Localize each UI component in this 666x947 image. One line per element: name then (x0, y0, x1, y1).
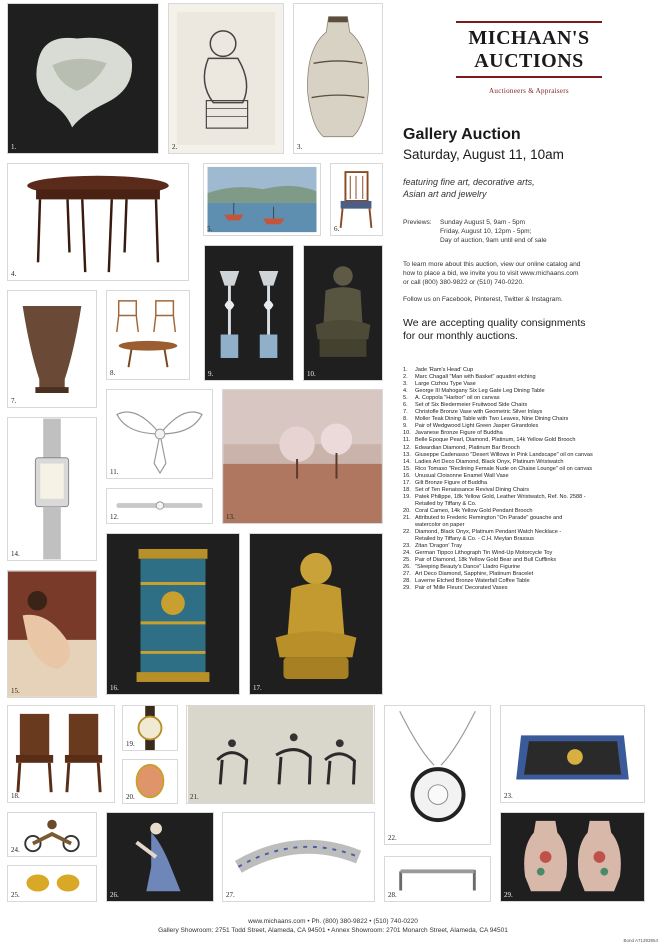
lot-number: 29. (403, 585, 411, 592)
lot-item (403, 564, 658, 571)
lot-photo-label: 13. (226, 513, 235, 521)
lot-item (403, 578, 658, 585)
gate-leg-table-image (8, 164, 188, 280)
lot-photo-4[interactable] (7, 163, 189, 281)
desert-willows-painting-image (223, 390, 382, 523)
lot-photo-label: 17. (253, 684, 262, 692)
lot-item (403, 501, 658, 508)
lot-number: 11. (403, 437, 411, 444)
lot-title: Christofle Bronze Vase with Geometric Silver Inlays (415, 409, 543, 416)
lot-item (403, 494, 658, 501)
lot-title: Zitan 'Dragon' Tray (415, 543, 462, 550)
on-parade-painting-image (187, 706, 374, 803)
lot-title: A. Coppola "Harbor" oil on canvas (415, 395, 500, 402)
lot-number: 28. (403, 578, 411, 585)
learn-more-text (403, 260, 653, 287)
lot-photo-label: 14. (11, 550, 20, 558)
previews-line3: Day of auction, 9am until end of sale (440, 237, 547, 244)
lot-number: 22. (403, 529, 411, 536)
lot-photo-23[interactable] (500, 705, 645, 803)
lot-photo-11[interactable] (106, 389, 213, 479)
lot-item (403, 445, 658, 452)
lot-item (403, 536, 658, 543)
lot-photo-21[interactable] (186, 705, 375, 804)
lot-number: 13. (403, 451, 411, 458)
lot-item (403, 402, 658, 409)
lot-photo-19[interactable] (122, 705, 178, 751)
lot-photo-label: 28. (388, 891, 397, 899)
lot-number: 8. (403, 416, 408, 423)
lot-number: 1. (403, 367, 408, 373)
lot-title: Ladies Art Deco Diamond, Black Onyx, Platinum Wristwatch (415, 458, 564, 465)
bond-number: Bond A71393954 (623, 938, 658, 943)
lot-title: Retailed by Tiffany & Co. - C.H. Meylan Brassus (415, 536, 534, 543)
lot-number: 23. (403, 543, 411, 550)
featuring-line2: Asian art and jewelry (403, 189, 487, 199)
lot-number: 14. (403, 458, 411, 465)
lot-item (403, 515, 658, 522)
lot-photo-15[interactable] (7, 570, 97, 698)
lot-photo-3[interactable] (293, 3, 383, 154)
bronze-vase-image (8, 291, 96, 407)
javanese-buddha-image (304, 246, 382, 380)
previews-line2: Friday, August 10, 12pm - 5pm; (440, 228, 532, 235)
lot-number: 18. (403, 486, 411, 493)
lot-photo-10[interactable] (303, 245, 383, 381)
lot-photo-20[interactable] (122, 759, 178, 804)
lot-number: 19. (403, 493, 411, 500)
lot-title: German Tippco Lithograph Tin Wind-Up Motorcycle Toy (415, 550, 553, 557)
lot-title: Pair of Wedgwood Light Green Jasper Girandoles (415, 423, 539, 430)
waterfall-coffee-table-image (385, 857, 490, 901)
lot-item (403, 480, 658, 487)
lot-item (403, 529, 658, 536)
lot-item (403, 409, 658, 416)
lot-item (403, 522, 658, 529)
pendant-watch-necklace-image (385, 706, 490, 844)
lot-number: 5. (403, 395, 408, 402)
previews-block (403, 218, 653, 245)
lot-photo-label: 5. (207, 225, 213, 233)
lot-item (403, 423, 658, 430)
lot-number: 15. (403, 465, 411, 472)
lot-title: Giuseppe Cadenasso "Desert Willows in Pink Landscape" oil on canvas (415, 451, 593, 458)
lot-title: Coral Cameo, 14k Yellow Gold Pendant Brooch (415, 507, 533, 514)
lot-photo-6[interactable] (330, 163, 383, 236)
lot-title: Large Cizhou Type Vase (415, 381, 476, 388)
motorcycle-toy-image (8, 813, 96, 856)
harbor-painting-image (204, 164, 320, 235)
lot-photo-18[interactable] (7, 705, 115, 803)
lot-title: Set of Ten Renaissance Revival Dining Chairs (415, 486, 530, 493)
lot-photo-label: 15. (11, 687, 20, 695)
lot-photo-label: 7. (11, 397, 17, 405)
lot-photo-label: 21. (190, 793, 199, 801)
michaans-logo (456, 21, 602, 95)
footer-address: Gallery Showroom: 2751 Todd Street, Alameda, CA 94501 • Annex Showroom: 2701 Monarch Street, Alameda, CA 94501 (158, 927, 508, 934)
consign-line1: We are accepting quality consignments (403, 317, 586, 329)
consign-line2: for our monthly auctions. (403, 330, 518, 342)
logo-rule-bottom (456, 76, 602, 78)
art-deco-wristwatch-image (8, 418, 96, 560)
logo-name-line1: MICHAAN'S (468, 27, 590, 49)
lot-photo-label: 6. (334, 225, 340, 233)
featuring-line1: featuring fine art, decorative arts, (403, 177, 535, 187)
lot-photo-label: 16. (110, 684, 119, 692)
learn-line3: or call (800) 380-9822 or (510) 740-0220. (403, 279, 524, 286)
lot-number: 24. (403, 550, 411, 557)
lot-photo-label: 27. (226, 891, 235, 899)
lot-title: Art Deco Diamond, Sapphire, Platinum Bracelet (415, 571, 534, 578)
auction-title: Gallery Auction (403, 126, 521, 143)
lot-photo-label: 29. (504, 891, 513, 899)
lot-number: 6. (403, 402, 408, 409)
lot-title: Javanese Bronze Figure of Buddha (415, 430, 503, 437)
lot-title: Diamond, Black Onyx, Platinum Pendant Watch Necklace - (415, 529, 562, 536)
cloisonne-wall-vase-image (107, 534, 239, 694)
lot-item (403, 430, 658, 437)
footer-contact[interactable]: www.michaans.com • Ph. (800) 380-9822 • (510) 740-0220 (248, 918, 418, 925)
lot-title: Attributed to Frederic Remington "On Parade" gouache and (415, 514, 563, 521)
lot-photo-label: 23. (504, 792, 513, 800)
lot-photo-14[interactable] (7, 417, 97, 561)
learn-line2[interactable]: how to place a bid, we invite you to visit www.michaans.com (403, 270, 579, 277)
teak-dining-set-image (107, 291, 189, 379)
lot-photo-24[interactable] (7, 812, 97, 857)
lot-photo-label: 11. (110, 468, 119, 476)
lot-photo-22[interactable] (384, 705, 491, 845)
lot-photo-12[interactable] (106, 488, 213, 524)
mille-fleurs-vases-image (501, 813, 644, 901)
lot-title: Patek Philippe, 18k Yellow Gold, Leather Wristwatch, Ref. No. 2588 - (415, 493, 586, 500)
lot-title: Rico Tomaso "Reclining Female Nude on Chaise Lounge" oil on canvas (415, 465, 593, 472)
lot-title: Edwardian Diamond, Platinum Bar Brooch (415, 444, 520, 451)
lot-title: Marc Chagall "Man with Basket" aquatint etching (415, 374, 536, 381)
lot-item (403, 437, 658, 444)
lot-number: 25. (403, 557, 411, 564)
lot-item (403, 466, 658, 473)
lot-photo-label: 20. (126, 793, 135, 801)
lot-photo-label: 12. (110, 513, 119, 521)
learn-line1: To learn more about this auction, view our online catalog and (403, 261, 581, 268)
lot-item (403, 416, 658, 423)
lot-number: 20. (403, 507, 411, 514)
lot-photo-16[interactable] (106, 533, 240, 695)
footer (0, 917, 666, 935)
lladro-figurine-image (107, 813, 213, 901)
lot-photo-label: 1. (11, 143, 17, 151)
lot-photo-label: 10. (307, 370, 316, 378)
lot-title: Belle Epoque Pearl, Diamond, Platinum, 14k Yellow Gold Brooch (415, 437, 576, 444)
lot-photo-label: 8. (110, 369, 116, 377)
jade-cup-image (8, 4, 158, 153)
lot-item (403, 508, 658, 515)
lot-photo-8[interactable] (106, 290, 190, 380)
previews-label: Previews: (403, 219, 432, 226)
lot-number: 26. (403, 564, 411, 571)
lot-item (403, 473, 658, 480)
chagall-etching-image (169, 4, 283, 153)
lot-number: 10. (403, 430, 411, 437)
lot-title: George III Mahogany Six Leg Gate Leg Dining Table (415, 388, 545, 395)
lot-number: 3. (403, 381, 408, 388)
social-follow-text: Follow us on Facebook, Pinterest, Twitter & Instagram. (403, 296, 563, 303)
lot-item (403, 381, 658, 388)
jasper-girandoles-image (205, 246, 293, 380)
lot-number: 4. (403, 388, 408, 395)
logo-rule-top (456, 21, 602, 23)
lot-photo-1[interactable] (7, 3, 159, 154)
renaissance-chairs-image (8, 706, 114, 802)
lot-item (403, 459, 658, 466)
lot-photo-7[interactable] (7, 290, 97, 408)
lot-number: 7. (403, 409, 408, 416)
lot-item (403, 487, 658, 494)
lot-photo-label: 3. (297, 143, 303, 151)
lot-number: 27. (403, 571, 411, 578)
consignment-text (403, 317, 653, 343)
lot-photo-17[interactable] (249, 533, 383, 695)
previews-line1: Sunday August 5, 9am - 5pm (440, 219, 526, 226)
lot-title: Laverne Etched Bronze Waterfall Coffee Table (415, 578, 530, 585)
auction-date: Saturday, August 11, 10am (403, 147, 564, 162)
lot-number: 17. (403, 479, 411, 486)
lot-photo-label: 22. (388, 834, 397, 842)
lot-number: 2. (403, 374, 408, 381)
lot-photo-label: 26. (110, 891, 119, 899)
lot-photo-label: 18. (11, 792, 20, 800)
lot-photo-label: 4. (11, 270, 17, 278)
lot-title: Moller Teak Dining Table with Two Leaves, Nine Dining Chairs (415, 416, 569, 423)
lot-number: 9. (403, 423, 408, 430)
lot-photo-label: 2. (172, 143, 178, 151)
lot-title: Pair of 'Mille Fleurs' Decorated Vases (415, 585, 508, 592)
lot-title: Jade 'Ram's Head' Cup (415, 367, 474, 373)
bear-bull-cufflinks-image (8, 866, 96, 901)
lot-photo-2[interactable] (168, 3, 284, 154)
lot-photo-label: 25. (11, 891, 20, 899)
lot-title: watercolor on paper (415, 522, 465, 529)
featuring-text (403, 176, 653, 200)
lot-item (403, 395, 658, 402)
lot-title: Pair of Diamond, 18k Yellow Gold Bear and Bull Cufflinks (415, 557, 557, 564)
lot-title: Retailed by Tiffany & Co. (415, 500, 477, 507)
cizhou-vase-image (294, 4, 382, 153)
gilt-bronze-buddha-image (250, 534, 382, 694)
art-deco-bracelet-image (223, 813, 374, 901)
lot-item (403, 557, 658, 564)
lot-number: 16. (403, 472, 411, 479)
lot-title: Set of Six Biedermeier Fruitwood Side Chairs (415, 402, 528, 409)
lot-photo-9[interactable] (204, 245, 294, 381)
zitan-dragon-tray-image (501, 706, 644, 802)
lot-number: 12. (403, 444, 411, 451)
logo-name-line2: AUCTIONS (474, 50, 584, 72)
lot-photo-26[interactable] (106, 812, 214, 902)
belle-epoque-brooch-image (107, 390, 212, 478)
lot-item (403, 452, 658, 459)
lot-title: Unusual Cloisonne Enamel Wall Vase (415, 472, 509, 479)
lot-photo-28[interactable] (384, 856, 491, 902)
lot-photo-25[interactable] (7, 865, 97, 902)
bar-brooch-image (107, 489, 212, 523)
lot-photo-label: 19. (126, 740, 135, 748)
lot-photo-29[interactable] (500, 812, 645, 902)
lot-title: Gilt Bronze Figure of Buddha (415, 479, 488, 486)
lot-item (403, 543, 658, 550)
lot-photo-label: 9. (208, 370, 214, 378)
lot-title: "Sleeping Beauty's Dance" Lladro Figurine (415, 564, 521, 571)
lot-photo-27[interactable] (222, 812, 375, 902)
lot-photo-label: 24. (11, 846, 20, 854)
lot-list (403, 367, 658, 593)
logo-tagline: Auctioneers & Appraisers (489, 87, 569, 95)
lot-item (403, 388, 658, 395)
lot-item (403, 374, 658, 381)
lot-item (403, 571, 658, 578)
lot-photo-13[interactable] (222, 389, 383, 524)
lot-photo-5[interactable] (203, 163, 321, 236)
lot-item (403, 367, 658, 374)
lot-item (403, 585, 658, 592)
lot-item (403, 550, 658, 557)
lot-number: 21. (403, 514, 411, 521)
reclining-nude-painting-image (8, 571, 96, 697)
